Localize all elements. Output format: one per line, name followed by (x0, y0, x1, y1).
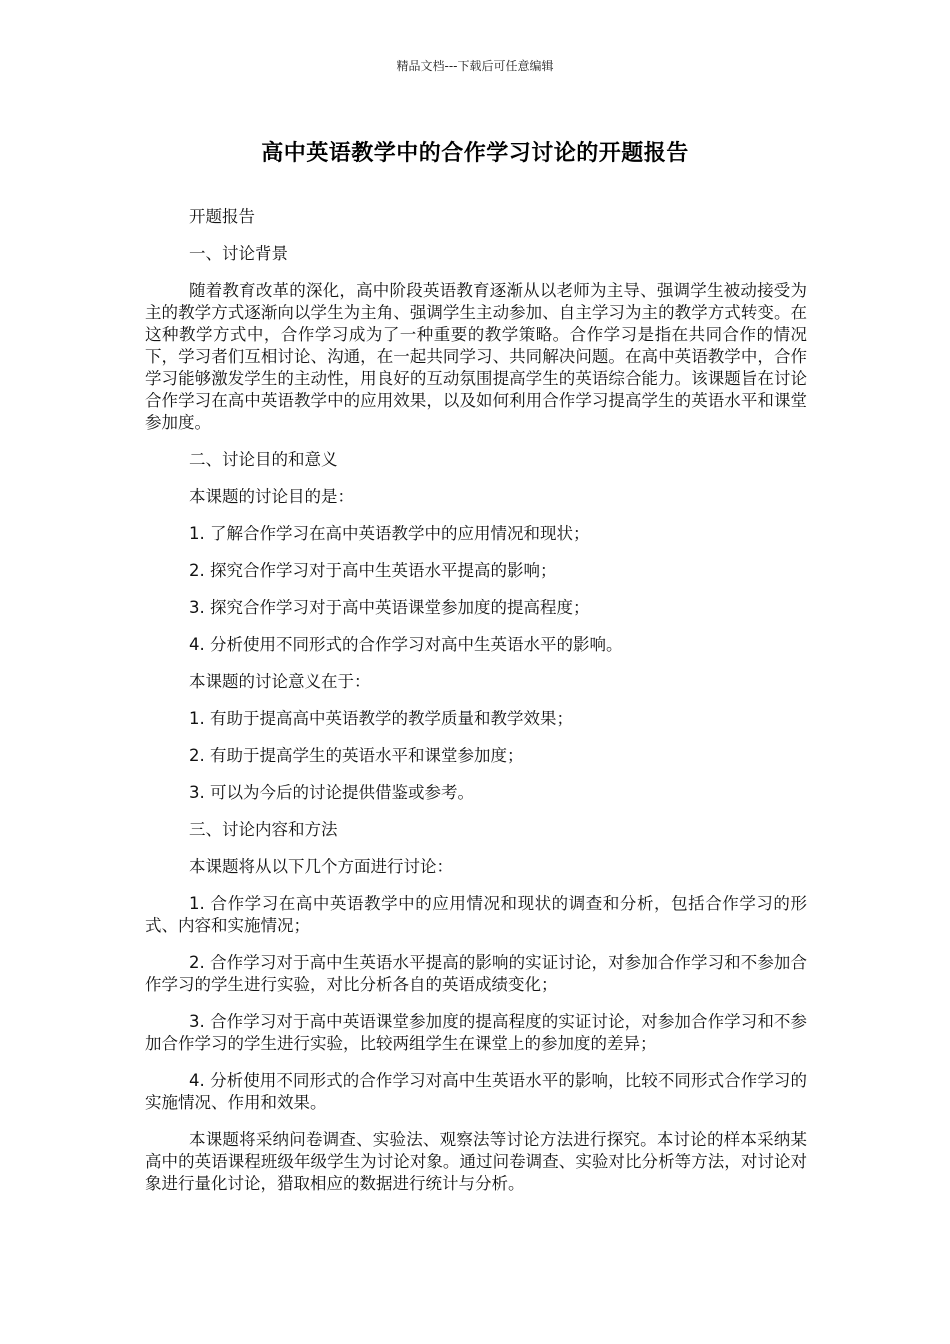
paragraph-background: 随着教育改革的深化，高中阶段英语教育逐渐从以老师为主导、强调学生被动接受为主的教学方式逐渐向以学生为主角、强调学生主动参加、自主学习为主的教学方式转变。在这种教学方式中，合作学习成为了一种重要的教学策略。合作学习是指在共同合作的情况下，学习者们互相讨论、沟通，在一起共同学习、共同解决问题。在高中英语教学中，合作学习能够激发学生的主动性，用良好的互动氛围提高学生的英语综合能力。该课题旨在讨论合作学习在高中英语教学中的应用效果，以及如何利用合作学习提高学生的英语水平和课堂参加度。 (145, 281, 807, 432)
paragraph-significance-intro: 本课题的讨论意义在于： (189, 672, 371, 691)
list-item-methods-1: 1. 合作学习在高中英语教学中的应用情况和现状的调查和分析，包括合作学习的形式、内容和实施情况； (145, 894, 807, 935)
list-item-methods-3: 3. 合作学习对于高中英语课堂参加度的提高程度的实证讨论，对参加合作学习和不参加合作学习的学生进行实验，比较两组学生在课堂上的参加度的差异； (145, 1012, 807, 1053)
paragraph-methods-summary: 本课题将采纳问卷调查、实验法、观察法等讨论方法进行探究。本讨论的样本采纳某高中的英语课程班级年级学生为讨论对象。通过问卷调查、实验对比分析等方法，对讨论对象进行量化讨论，猎取相应的数据进行统计与分析。 (145, 1130, 807, 1193)
document-body (145, 206, 807, 1210)
section-heading-methods: 三、讨论内容和方法 (189, 820, 338, 839)
paragraph-heading: 开题报告 (189, 207, 255, 226)
list-item-purpose-3: 3. 探究合作学习对于高中英语课堂参加度的提高程度； (189, 598, 590, 617)
page-header: 精品文档---下载后可任意编辑 (396, 59, 554, 73)
document-title: 高中英语教学中的合作学习讨论的开题报告 (261, 141, 689, 166)
section-heading-background: 一、讨论背景 (189, 244, 288, 263)
list-item-methods-2: 2. 合作学习对于高中生英语水平提高的影响的实证讨论，对参加合作学习和不参加合作学习的学生进行实验，对比分析各自的英语成绩变化； (145, 953, 807, 994)
list-item-purpose-1: 1. 了解合作学习在高中英语教学中的应用情况和现状； (189, 524, 590, 543)
paragraph-purpose-intro: 本课题的讨论目的是： (189, 487, 354, 506)
section-heading-purpose: 二、讨论目的和意义 (189, 450, 338, 469)
list-item-significance-3: 3. 可以为今后的讨论提供借鉴或参考。 (189, 783, 474, 802)
list-item-significance-1: 1. 有助于提高高中英语教学的教学质量和教学效果； (189, 709, 573, 728)
list-item-significance-2: 2. 有助于提高学生的英语水平和课堂参加度； (189, 746, 524, 765)
list-item-methods-4: 4. 分析使用不同形式的合作学习对高中生英语水平的影响，比较不同形式合作学习的实施情况、作用和效果。 (145, 1071, 807, 1112)
list-item-purpose-2: 2. 探究合作学习对于高中生英语水平提高的影响； (189, 561, 557, 580)
paragraph-methods-intro: 本课题将从以下几个方面进行讨论： (189, 857, 453, 876)
list-item-purpose-4: 4. 分析使用不同形式的合作学习对高中生英语水平的影响。 (189, 635, 623, 654)
